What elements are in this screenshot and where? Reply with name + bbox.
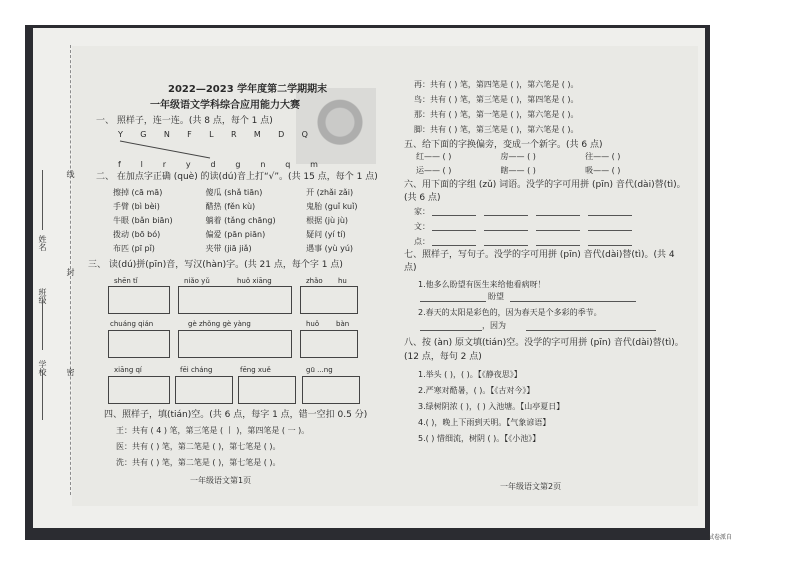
writing-box[interactable] — [175, 376, 233, 404]
page-footer-1: 一年级语文第1页 — [190, 476, 252, 485]
q8-item: 5.( ) 惜细流，树阴 ( )。【《小池》】 — [418, 434, 541, 443]
q7-example-2: 2.春天的太阳是彩色的，因为春天是个多彩的季节。 — [418, 308, 602, 317]
name-line — [42, 170, 43, 230]
example-connect-line — [118, 140, 228, 160]
corner-watermark: 试卷派自 — [708, 534, 733, 541]
q5-item: 房—— ( ) — [500, 152, 536, 161]
exam-name-title: 一年级语文学科综合应用能力大赛 — [150, 100, 300, 111]
answer-line[interactable] — [420, 301, 486, 302]
writing-box[interactable] — [178, 286, 292, 314]
q2-row — [113, 244, 353, 254]
writing-box[interactable] — [300, 330, 358, 358]
letter: D — [278, 130, 285, 139]
q2-item: 开 (zhǎi zǎi) — [306, 188, 354, 197]
q8-item: 1.举头 ( )，( )。【《静夜思》】 — [418, 370, 522, 379]
school-label: 学校 — [38, 360, 47, 376]
q2-item: 偏爱 (pān piān) — [205, 230, 266, 239]
pinyin: bàn — [336, 320, 350, 328]
q4-heading: 四、照样子，填(tián)空。(共 6 点，每字 1 点，错一空扣 0.5 分) — [104, 410, 368, 420]
class-label: 班级 — [38, 288, 47, 304]
stroke-row: 再：共有 ( ) 笔，第四笔是 ( )，第六笔是 ( )。 — [414, 80, 579, 89]
q2-item: 鬼胎 (guǐ kuǐ) — [306, 202, 358, 211]
letter: G — [140, 130, 147, 139]
pinyin: xiāng qí — [114, 366, 142, 374]
q8-heading: 八、按 (àn) 原文填(tián)空。没学的字可用拼 (pīn) 音代(dài)替(tì)。 — [404, 338, 684, 348]
letter: l — [140, 160, 143, 169]
q4-row: 洗：共有 ( ) 笔，第二笔是 ( )，第七笔是 ( )。 — [116, 458, 281, 467]
q5-item: 往—— ( ) — [585, 152, 621, 161]
q2-item: 手臂 (bì bèi) — [113, 202, 160, 211]
letter: M — [253, 130, 261, 139]
q8-item: 4.( )，晚上下雨到天明。【气象谚语】 — [418, 418, 551, 427]
q6-char: 点： — [414, 237, 430, 246]
q2-item: 根据 (jù jù) — [306, 216, 349, 225]
q7-fill-word-1: 盼望 — [488, 292, 504, 301]
writing-box[interactable] — [178, 330, 292, 358]
q5-item: 吸—— ( ) — [585, 166, 621, 175]
letter: g — [235, 160, 241, 169]
letter: R — [230, 130, 237, 139]
stroke-row: 鸟：共有 ( ) 笔，第三笔是 ( )，第四笔是 ( )。 — [414, 95, 579, 104]
pinyin: fēi cháng — [180, 366, 213, 374]
q5-heading: 五、给下面的字换偏旁，变成一个新字。(共 6 点) — [404, 140, 603, 150]
pinyin: niǎo yǔ — [184, 277, 210, 285]
q4-row: 王：共有 ( 4 ) 笔，第三笔是 ( 丨 )，第四笔是 ( 一 )。 — [116, 426, 310, 435]
q2-item: 布匹 (pī pǐ) — [113, 244, 155, 253]
pinyin: fēng xuě — [240, 366, 271, 374]
writing-box[interactable] — [238, 376, 296, 404]
answer-line[interactable] — [526, 330, 656, 331]
writing-box[interactable] — [108, 330, 170, 358]
q2-item: 遇事 (yù yú) — [306, 244, 354, 253]
letter: m — [310, 160, 318, 169]
letter: F — [187, 130, 192, 139]
answer-line[interactable] — [432, 230, 476, 231]
page-footer-2: 一年级语文第2页 — [500, 482, 562, 491]
answer-line[interactable] — [536, 245, 580, 246]
q2-item: 擦掉 (cā mā) — [113, 188, 163, 197]
class-line — [42, 300, 43, 350]
answer-line[interactable] — [484, 230, 528, 231]
answer-line[interactable] — [536, 230, 580, 231]
q2-item: 夹带 (jiā jiǎ) — [205, 244, 252, 253]
q5-item: 瞎—— ( ) — [500, 166, 536, 175]
pinyin: chuáng qián — [110, 320, 154, 328]
q2-row — [113, 202, 357, 212]
answer-line[interactable] — [588, 215, 632, 216]
q4-row: 医：共有 ( ) 笔，第二笔是 ( )，第七笔是 ( )。 — [116, 442, 281, 451]
letter: Y — [118, 130, 123, 139]
secret-mark: 密 — [66, 368, 75, 376]
letter: Q — [301, 130, 308, 139]
writing-box[interactable] — [302, 376, 360, 404]
pinyin: huǒ — [306, 320, 320, 328]
q1-lower-letters — [118, 160, 318, 170]
q6-char: 文： — [414, 222, 430, 231]
letter: f — [118, 160, 121, 169]
q2-row — [113, 188, 353, 198]
paper-inner — [72, 46, 698, 506]
q3-heading: 三、 读(dú)拼(pīn)音，写汉(hàn)字。(共 21 点，每个字 1 点) — [88, 260, 343, 270]
q8-item: 3.绿树阴浓 ( )，( ) 入池塘。【山亭夏日】 — [418, 402, 565, 411]
q1-heading: 一、 照样子，连一连。(共 8 点，每个 1 点) — [96, 116, 273, 126]
q2-item: 疑问 (yí tí) — [306, 230, 346, 239]
q8-item: 2.严寒对酷暑，( )。【《古对今》】 — [418, 386, 535, 395]
q2-row — [113, 230, 346, 240]
q8-sub: (12 点，每句 2 点) — [404, 352, 482, 362]
name-label: 姓名 — [38, 235, 47, 251]
q6-sub: (共 6 点) — [404, 193, 441, 203]
answer-line[interactable] — [588, 230, 632, 231]
pinyin: shēn tǐ — [114, 277, 138, 285]
writing-box[interactable] — [108, 286, 170, 314]
answer-line[interactable] — [420, 330, 482, 331]
seal-mark: 封 — [66, 268, 75, 276]
stroke-row: 脚：共有 ( ) 笔，第三笔是 ( )，第六笔是 ( )。 — [414, 125, 579, 134]
letter: L — [209, 130, 214, 139]
writing-box[interactable] — [300, 286, 358, 314]
answer-line[interactable] — [510, 301, 636, 302]
q6-char: 家： — [414, 207, 430, 216]
q2-item: 牛眼 (bǎn biān) — [113, 216, 173, 225]
letter: N — [163, 130, 170, 139]
pinyin: hu — [338, 277, 347, 285]
letter: n — [260, 160, 266, 169]
q5-row — [416, 166, 620, 176]
letter: r — [162, 160, 167, 169]
answer-line[interactable] — [484, 245, 528, 246]
line-mark: 线 — [66, 170, 75, 178]
writing-box[interactable] — [108, 376, 170, 404]
illustration-girl — [296, 88, 376, 164]
exam-year-title: 2022—2023 学年度第二学期期末 — [168, 84, 328, 95]
answer-line[interactable] — [484, 215, 528, 216]
q1-upper-letters — [118, 130, 308, 140]
answer-line[interactable] — [588, 245, 632, 246]
answer-line[interactable] — [432, 245, 476, 246]
school-line — [42, 370, 43, 420]
q7-heading: 七、照样子，写句子。没学的字可用拼 (pīn) 音代(dài)替(tì)。(共 4 — [404, 250, 675, 260]
pinyin: gū ...ng — [306, 366, 333, 374]
letter: d — [210, 160, 216, 169]
q2-item: 拨动 (bō bó) — [113, 230, 161, 239]
q5-item: 红—— ( ) — [416, 152, 452, 161]
letter: q — [285, 160, 291, 169]
q2-row — [113, 216, 348, 226]
stroke-row: 那：共有 ( ) 笔，第一笔是 ( )，第六笔是 ( )。 — [414, 110, 579, 119]
q2-item: 傻瓜 (shǎ tiān) — [205, 188, 263, 197]
q7-example-1: 1.他多么盼望有医生来给他看病呀！ — [418, 280, 546, 289]
letter: y — [185, 160, 191, 169]
q2-item: 躺着 (tǎng chāng) — [205, 216, 276, 225]
q5-item: 运—— ( ) — [416, 166, 452, 175]
q6-heading: 六、用下面的字组 (zǔ) 词语。没学的字可用拼 (pīn) 音代(dài)替(tì)。 — [404, 180, 686, 190]
answer-line[interactable] — [536, 215, 580, 216]
pinyin: huǒ xiāng — [237, 277, 272, 285]
q7-fill-word-2: ，因为 — [482, 321, 506, 330]
answer-line[interactable] — [432, 215, 476, 216]
pinyin: gè zhǒng gè yàng — [188, 320, 251, 328]
q2-item: 醋热 (fěn kù) — [205, 202, 256, 211]
q5-row — [416, 152, 620, 162]
q7-sub: 点) — [404, 263, 417, 273]
pinyin: zhǎo — [306, 277, 323, 285]
q2-heading: 二、 在加点字正确 (què) 的读(dú)音上打“√”。(共 15 点，每个 1 点) — [96, 172, 378, 182]
